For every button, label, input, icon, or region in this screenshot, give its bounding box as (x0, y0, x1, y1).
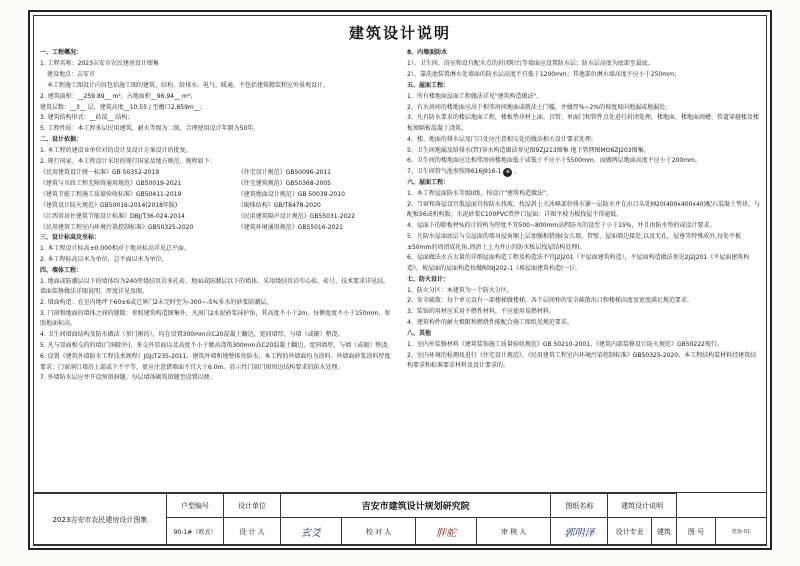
spec-right-line-4: 1、所有楼地面屋面工程做法详见"建筑构造做法"。 (407, 92, 543, 100)
specification-body (40, 48, 762, 488)
spec-right-line-18: 1、防火分区：本建筑为一个防火分区。 (407, 286, 513, 294)
spec-right-line-15: 5、凡防水屋面底层与交屋面的墙身屋角顺上层加强相措施(女儿墙、管壁、屋面墙边接处,以及无孔、屋垂等特殊成外,每处平板±50mm的周清成化角,周清土上为并止的防水板层找屋结构处理)。 (407, 233, 741, 251)
spec-left-standard-left-11: 《民用建筑设计统一标准》GB 50352-2019 (40, 168, 160, 176)
titleblock-sheet-no-value: 建施-01 (716, 518, 767, 546)
spec-left-line-25: 5. 凡与显面相交的的墙(门洞除外)，多交外显面以及高度不小于做高浇筑300mm高C20混凝土翻边，宽同墙厚，与墙（或砌）整浇。 (40, 342, 394, 350)
titleblock-discipline-value: 建筑 (651, 518, 676, 546)
titleblock-institute-name: 吉安市建筑设计规划研究院 (281, 494, 551, 518)
spec-right-line-22: 八、其他 (407, 330, 432, 338)
spec-left-line-10: 2. 现行国家、本工程设计采用的现行国家及地方规范、规程如下： (40, 158, 216, 166)
spec-left-line-18: 1. 本工程设计标高±0.000相对于地对标高详见总平面。 (40, 245, 190, 253)
spec-left-line-14 (40, 201, 395, 211)
spec-right-line-21: 4、建筑构件的耐火极限和燃烧性能配合施工图纸见规范要求。 (407, 319, 573, 327)
title-block (33, 492, 767, 545)
spec-right-line-20: 3、装饰的用材应采用不燃性材料，不应使用易燃材料。 (407, 308, 555, 316)
spec-left-line-4: 2. 建筑面积：__259.89__ m²，占地面积__96.94__ m²； (40, 92, 197, 100)
spec-left-standard-right-15: 《民用建筑隔声设计规范》GB55031-2022 (237, 212, 355, 220)
titleblock-label-plan-no: 户型编号 (167, 494, 224, 518)
spec-left-standard-left-15: 《江西省居住建筑节能设计标准》DBJ/T36-024-2014 (40, 212, 185, 220)
spec-right-line-3: 五、屋面工程： (407, 81, 450, 89)
titleblock-label-design-unit: 设计单位 (224, 494, 281, 518)
spec-left-line-17: 三、设计标高及坐标： (40, 234, 101, 242)
spec-left-standard-right-11: 《住宅设计规范》GB50096-2011 (237, 168, 331, 176)
spec-right-line-10: 7、卫生间管气池参照图616J916-1 ⊕ 。 (407, 168, 521, 176)
spec-left-standard-right-12: 《住宅建筑规范》GB50368-2005 (237, 179, 331, 187)
specification-right-column (407, 48, 762, 488)
titleblock-label-designer: 设 计 人 (224, 518, 281, 546)
spec-left-standard-left-14: 《建筑设计防火规范》GB50016-2014(2018年版) (40, 201, 178, 209)
spec-left-standard-left-13: 《建筑节能工程施工质量验收标准》GB50411-2019 (40, 190, 182, 198)
spec-right-line-13: 2、当窗和落屋设宜低屋面宜按防水找坡，找屋斜上关冰峰部位排水铺一层防水并在出口头处M20(400x400x40)配石混凝土垫块，与配板56或机构版；水泥砂浆C100PVC管件口屋面；详图平坡为板找屋不得逾低。 (407, 201, 760, 219)
titleblock-approver-signature: 郭明泽 (551, 518, 608, 546)
spec-left-line-3: 本工程施工图设计内容包括施工图的建筑、结构、给排水、电气、暖通，不包括建筑精装和室外景观设计。 (47, 81, 330, 89)
spec-left-line-13 (40, 190, 395, 200)
spec-right-line-17: 七、防火设计： (407, 275, 450, 283)
titleblock-label-checker: 校 对 人 (341, 518, 415, 546)
spec-left-standard-left-12: 《建筑与市政工程无障碍通用规范》GB50019-2021 (40, 179, 182, 187)
spec-right-line-23: 1、室内外装修材料《建筑装饰施工质量验收规范》GB 50210-2001、《建筑内部装修设计防火规范》GB50222现行。 (407, 341, 723, 349)
spec-left-standard-right-16: 《建筑环境通用规范》GB55016-2021 (237, 223, 343, 231)
spec-right-line-14: 4、屋面下的除板材%的计的构为厚度不宜500~800mm高程防水的设至于小于15%，并且由防水垫的或设计要求。 (407, 222, 716, 230)
spec-left-line-12 (40, 179, 395, 189)
spec-left-line-19: 2. 本工程标高以米为单位，总平面以米为单位。 (40, 256, 168, 264)
spec-right-line-24: 2、室内环境的检测及进行《住宅设计规范》、《民用建筑工程室内环境污染控制标准》GB50325-2020。本工程结构装材料经建筑结构要求和标准要求材料及设计要求的。 (407, 352, 757, 370)
spec-right-line-16: 6、屋面做法水方大量的详细屋面构造工程及构造法不宜J2J201（平屋面建筑构造），平屋面构造做法参见2J2J201《平屋面建筑构造》，坡屋面的屋面构造按做R09J202-1《坡屋面建筑构造(一)》。 (407, 254, 750, 272)
spec-right-line-11: 六、屋面工程： (407, 179, 450, 187)
spec-left-line-22: 2. 墙面构造：在室内地坪下60±6或已界门2未完时至为-300~-5%多水的砂浆防潮层。 (40, 299, 273, 307)
spec-right-line-7: 4、楼、地面的排水层及门口处应注意相交处的做法相关设计要求处理。 (407, 135, 597, 143)
spec-left-line-8: 二、设计依据： (40, 136, 83, 144)
spec-left-line-27: 7. 外墙防水层应并开设预留洞缝，每层墙体砌筑留缝至设置以便。 (40, 374, 216, 382)
spec-left-standard-left-16: 《民用建筑工程室内环境污染控制标准》GB50325-2020 (40, 223, 194, 231)
page-title: 建筑设计说明 (348, 24, 451, 42)
titleblock-atlas-name: 2023吉安市农民建房设计图集 (34, 494, 167, 546)
spec-left-line-9: 1. 本工程的建设业单位对的设计及设计方案设计的批复。 (40, 147, 192, 155)
spec-left-standard-right-14: 《砌体结构》GB/T8478-2020 (237, 201, 321, 209)
spec-right-line-1: 1）、卫生间、浴室和设有配水点的封闭阳台等墙面应设置防水层；防水层高度为底部至最底。 (407, 59, 654, 67)
titleblock-checker-signature: 胖舵 (416, 518, 477, 546)
spec-right-line-0: 8、内墙面防水 (407, 49, 448, 56)
spec-right-line-19: 2、安全疏散：每个单元设有一部楼梯做楼梯，各个层间和的安全疏散出口和楼梯高度及宽度满足规范要求。 (407, 297, 693, 305)
spec-right-line-8: 5、卫生间地漏及给排水(管)穿水构造做法参见图9ZJ213图集 地下管网图MO6ZJ203图集。 (407, 146, 650, 154)
titleblock-label-discipline: 设计专业 (608, 518, 652, 546)
spec-right-line-6: 3、凡有防水要求的楼层地面工程，楼板垫块材上面、音管、单面门和管件点处进行封闭处理，楼地面、楼地面润槽、管道穿越楼及楼板须隔板混凝土浇筑。 (407, 114, 759, 132)
spec-left-line-1: 1. 工程名称：2023吉安市农民建房设计图集 (40, 59, 159, 67)
spec-left-line-20: 四、墙体工程： (40, 267, 83, 275)
spec-left-line-7: 5. 工程性质：本工程多层民用建筑，耐火等级为二级，合理使用设计年限为50年。 (40, 125, 260, 133)
spec-left-line-2: 建设地点：吉安市 (47, 70, 96, 78)
spec-left-line-11 (40, 168, 395, 178)
spec-right-line-5: 2、有水房间的楼地面应高于相邻房间地面或就法上门槛，并做厚%~2%的坡度坡向地漏或地漏处。 (407, 103, 672, 111)
spec-left-line-15 (40, 212, 395, 222)
spec-left-line-5: 建筑层数：__3__ 层，建筑高度__10.55 / 至檐口2.859m__； (40, 103, 206, 111)
spec-right-line-9: 6、卫生间的楼地面应比相邻房间楼地面低于或低于不应小于5500mm，而做两层地面高度不应小于200mm。 (407, 157, 701, 165)
titleblock-label-approver: 审 核 人 (477, 518, 551, 546)
spec-left-standard-right-13: 《建筑地面设计规范》GB 50039-2010 (237, 190, 345, 198)
spec-right-line-12: 1、本工程屋面防水等级II级，按设计"建筑构造做法"。 (407, 190, 552, 198)
spec-left-line-0: 一、工程概况： (40, 49, 83, 56)
titleblock-label-sheet-no: 图 号 (677, 518, 716, 546)
spec-right-line-2: 2）、靠洗池装置淋水处墙面的防水层高度不宜低于1200mm；其他部位淋水墙高度不应小于250mm； (407, 70, 680, 78)
spec-left-line-26: 6. 设置《建筑外墙防水工程技术规程》JGJ/T235-2011，建筑外墙和地整体外防水，本工程的外墙面均为涂料。外墙面砂浆涂料厚度要求：门窗洞口墙沿上部或下不平等，更应注意错墙面不宜大于6.0m。显示性门窗门窗周边结构要求的防水处理。 (40, 353, 391, 371)
titleblock-designer-signature: 玄爻 (281, 518, 342, 546)
spec-left-line-16 (40, 223, 395, 233)
spec-left-line-6: 3. 建筑结构形式：__砖混__ 结构； (40, 114, 134, 122)
titleblock-label-drawing-name: 图纸名称 (551, 494, 608, 518)
specification-left-column (40, 48, 395, 488)
titleblock-plan-no-value: 90-1#（欧式） (167, 518, 224, 546)
spec-left-line-21: 1. 地面或防潮层以下的墙体均为240厚烧结页岩多孔砖，地面或防潮层以下的墙体，采用烧结页岩实心砖，砖号，技术要求详见结。墙面装修做法详图说明，厚度详见及图。 (40, 278, 390, 296)
spec-left-line-24: 4. 卫生间墙面结构及防水做法（参门刚的），均在设置300mm高C20混凝土翻边，宽同墙厚，与墙（或砌）整浇。 (40, 331, 344, 339)
titleblock-drawing-name: 建筑设计说明 (608, 494, 677, 518)
spec-left-line-23: 3. 门窗和地面的墙体之间的缝隙：参照建筑构造图集外，凡窗门2水泥砂浆抹护角，其高度不小于2m，每侧宽度不小于150mm，参照地面标高。 (40, 310, 391, 328)
